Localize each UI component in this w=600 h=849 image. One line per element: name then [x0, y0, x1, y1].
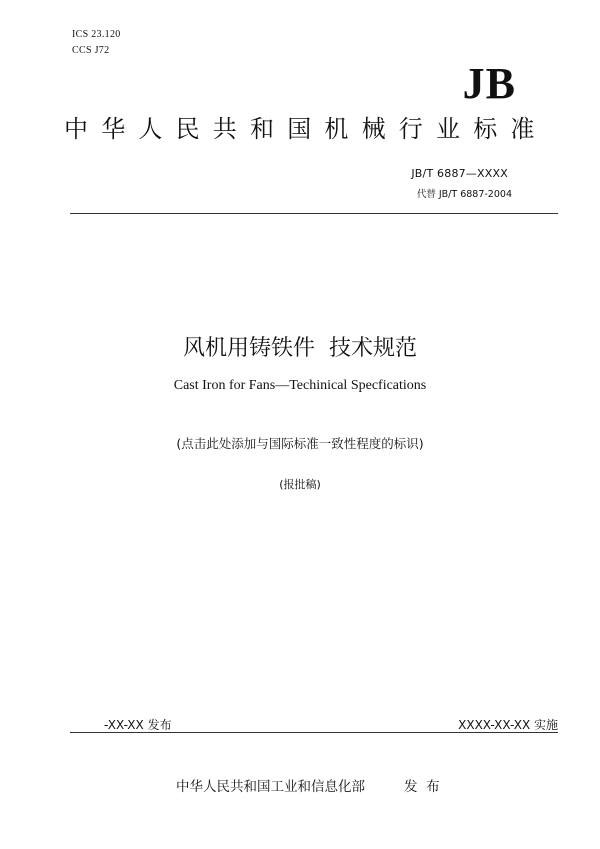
standard-number: JB/T 6887—XXXX — [411, 167, 508, 180]
standard-category-title: 中华人民共和国机械行业标准 — [64, 115, 548, 143]
document-title-en: Cast Iron for Fans—Techinical Specfications — [173, 378, 427, 393]
jb-logo: JB — [462, 59, 516, 108]
draft-status: (报批稿) — [279, 478, 321, 491]
consistency-note[interactable]: (点击此处添加与国际标准一致性程度的标识) — [176, 436, 424, 451]
ccs-code: CCS J72 — [72, 45, 110, 56]
publisher: 中华人民共和国工业和信息化部 — [176, 779, 365, 795]
issue-label: 发 布 — [404, 779, 440, 795]
replaces-standard: 代替 JB/T 6887-2004 — [416, 189, 512, 200]
ics-code: ICS 23.120 — [72, 29, 121, 40]
implementation-date: XXXX-XX-XX 实施 — [458, 718, 558, 732]
document-title-cn: 风机用铸铁件 技术规范 — [183, 336, 417, 361]
issue-date: -XX-XX 发布 — [104, 718, 172, 732]
footer-divider — [70, 732, 558, 733]
header-divider — [70, 213, 558, 214]
